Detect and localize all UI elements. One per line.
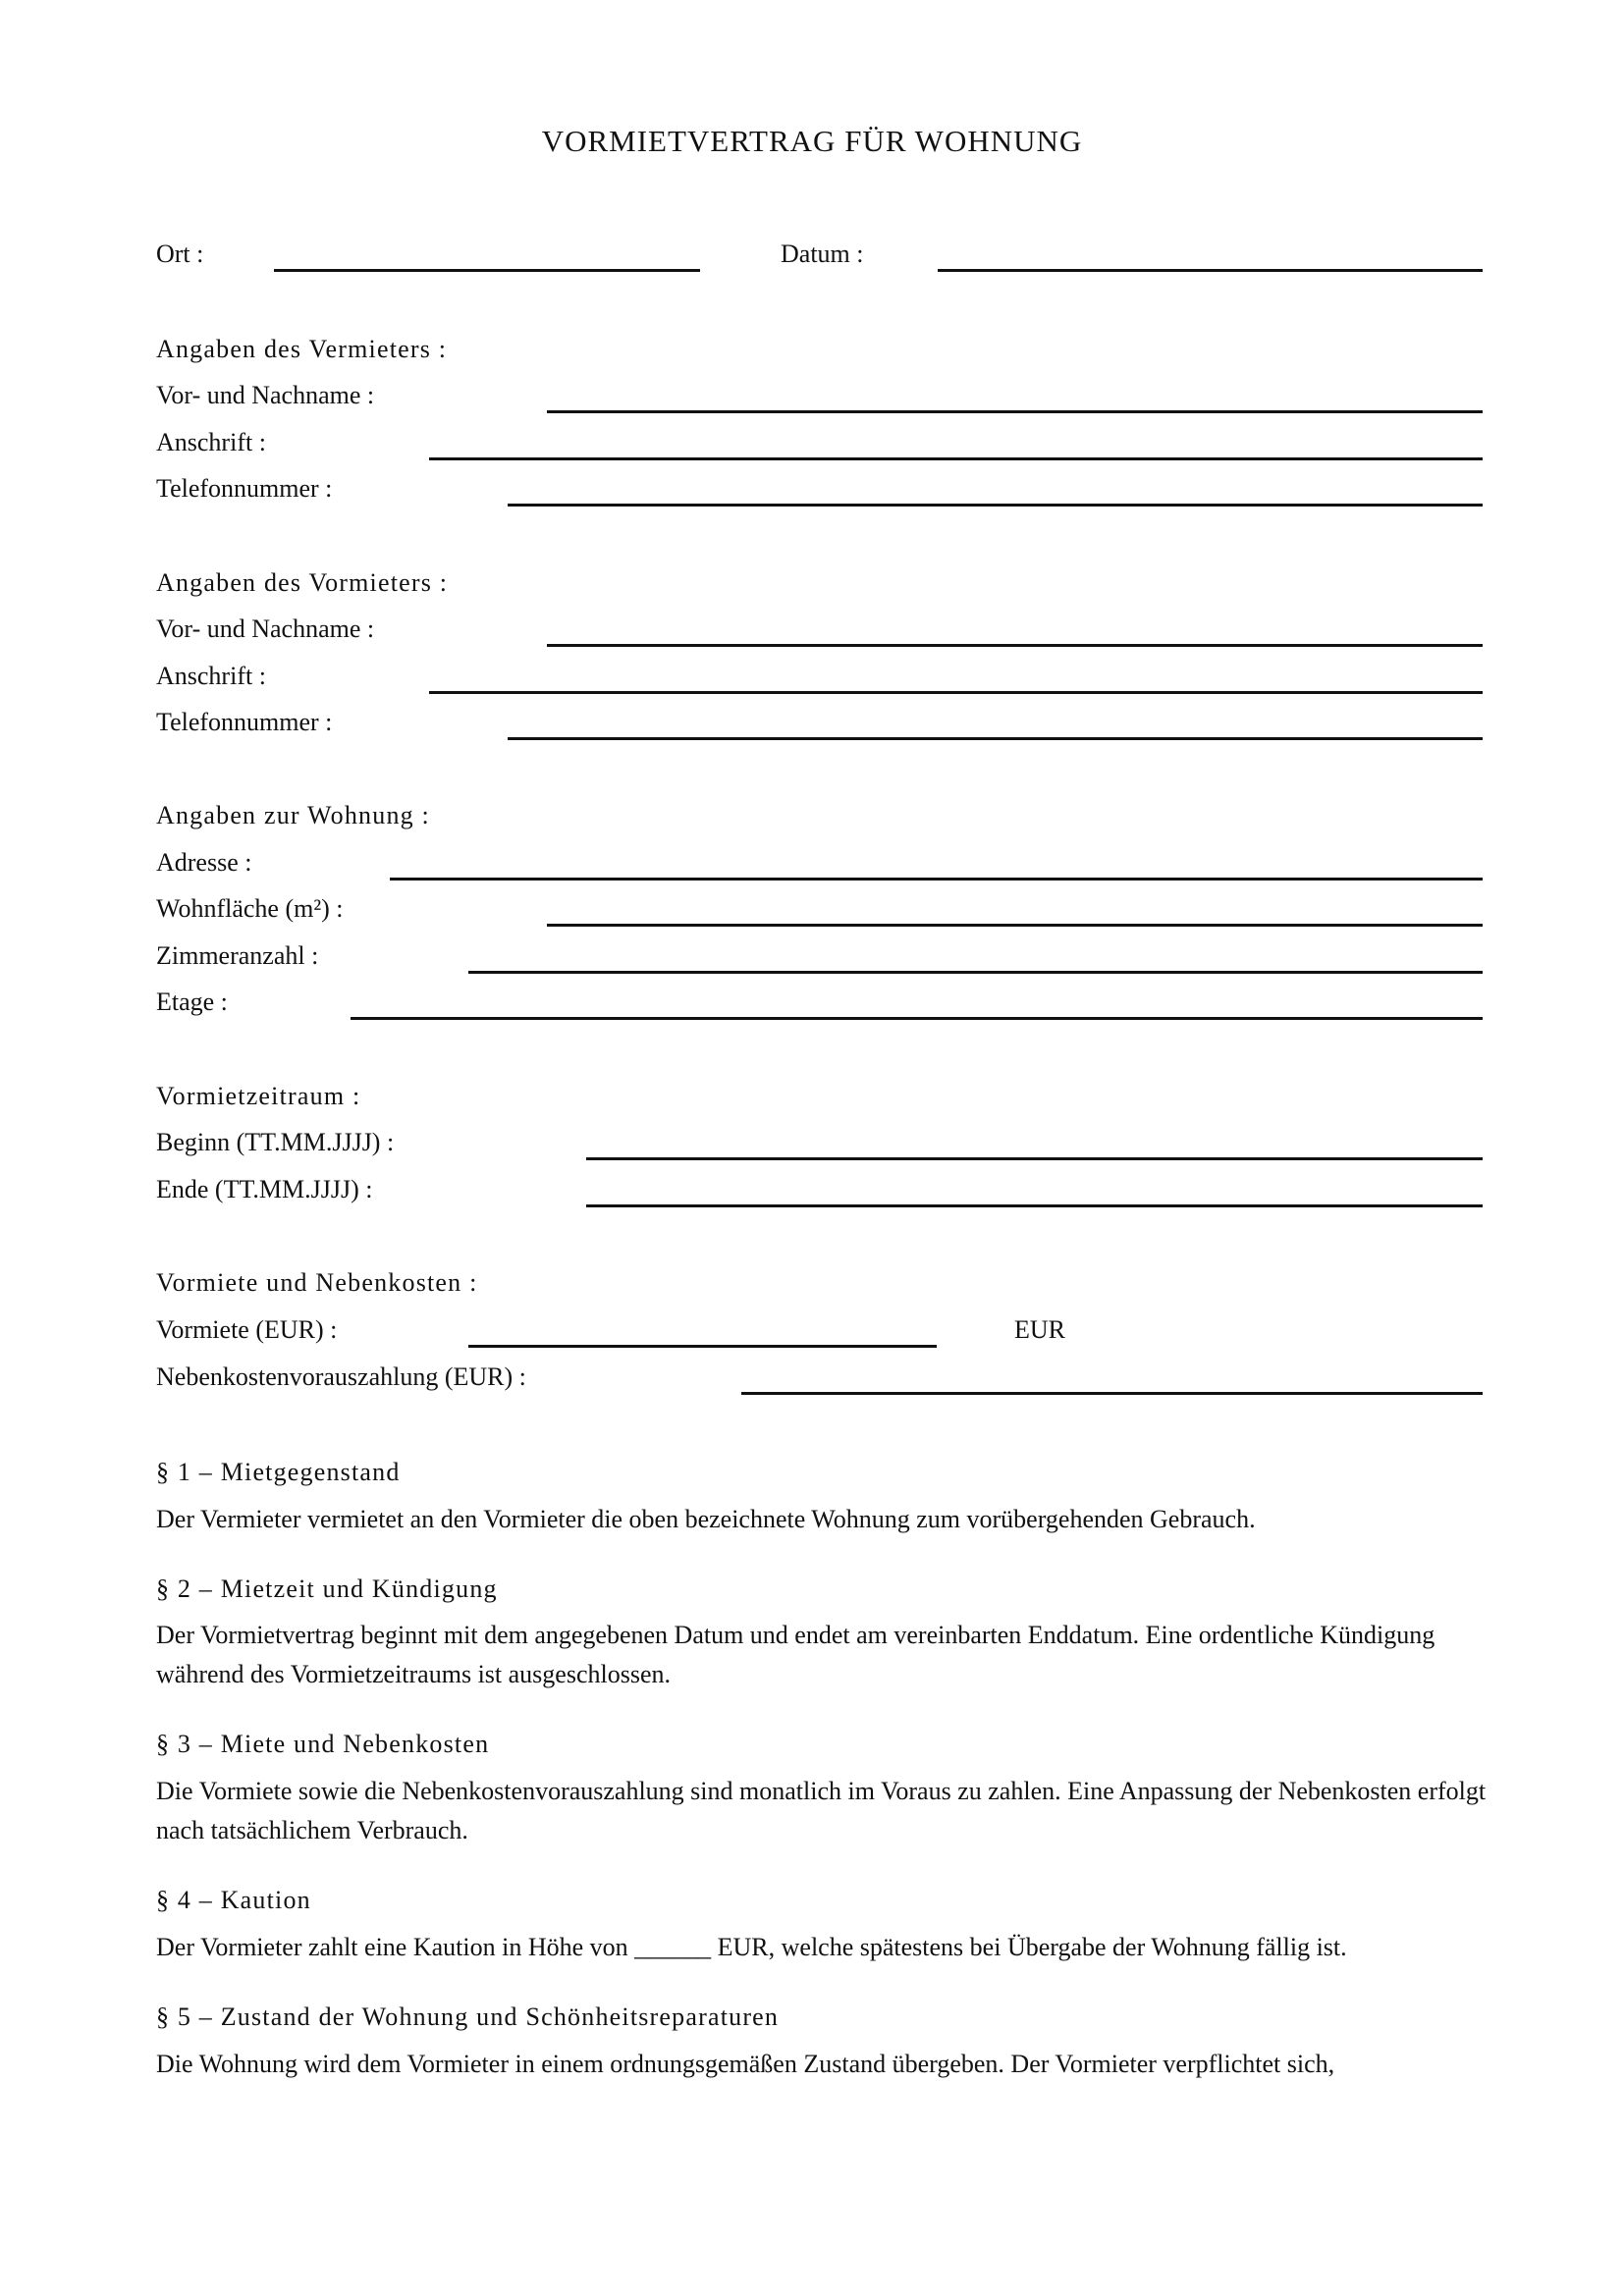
vormieter-telefon-label: Telefonnummer : [156,708,333,736]
vormieter-heading: Angaben des Vormieters : [156,568,449,597]
vermieter-telefon-label: Telefonnummer : [156,474,333,503]
vormiete-unit: EUR [1014,1315,1065,1344]
paragraph-5-text: Die Wohnung wird dem Vormieter in einem ordnungsgemäßen Zustand übergeben. Der Vormieter verpflichtet sich, [156,2050,1335,2078]
vormieter-name-line[interactable] [547,644,1483,647]
zeitraum-heading: Vormietzeitraum : [156,1082,361,1110]
vormiete-line[interactable] [468,1345,937,1348]
wohnung-flaeche-label: Wohnfläche (m²) : [156,894,344,923]
paragraph-3-text: Die Vormiete sowie die Nebenkostenvorauszahlung sind monatlich im Voraus zu zahlen. Eine Anpassung der Nebenkosten erfolgt nach tatsächlichem Verbrauch. [156,1777,1487,1844]
paragraph-1-text: Der Vermieter vermietet an den Vormieter die oben bezeichnete Wohnung zum vorübergehenden Gebrauch. [156,1505,1256,1533]
zeitraum-ende-label: Ende (TT.MM.JJJJ) : [156,1175,373,1203]
zeitraum-beginn-line[interactable] [586,1157,1483,1160]
nebenkosten-label: Nebenkostenvorauszahlung (EUR) : [156,1362,526,1391]
vermieter-name-label: Vor- und Nachname : [156,381,375,409]
kosten-heading: Vormiete und Nebenkosten : [156,1268,478,1297]
vormiete-label: Vormiete (EUR) : [156,1315,338,1344]
wohnung-zimmer-line[interactable] [468,971,1483,974]
vermieter-anschrift-line[interactable] [429,457,1483,460]
wohnung-zimmer-label: Zimmeranzahl : [156,941,319,970]
paragraph-4-heading: § 4 – Kaution [156,1886,311,1914]
paragraph-1-heading: § 1 – Mietgegenstand [156,1458,401,1486]
zeitraum-beginn-label: Beginn (TT.MM.JJJJ) : [156,1128,395,1156]
vermieter-heading: Angaben des Vermieters : [156,335,448,363]
vormieter-anschrift-line[interactable] [429,691,1483,694]
paragraph-2-text: Der Vormietvertrag beginnt mit dem angegebenen Datum und endet am vereinbarten Enddatum. Eine ordentliche Kündigung während des Vormietzeitraums ist ausgeschlossen. [156,1621,1435,1688]
paragraph-5-heading: § 5 – Zustand der Wohnung und Schönheitsreparaturen [156,2002,780,2031]
paragraph-4-text: Der Vormieter zahlt eine Kaution in Höhe von ______ EUR, welche spätestens bei Übergabe der Wohnung fällig ist. [156,1933,1347,1961]
wohnung-etage-line[interactable] [351,1017,1483,1020]
paragraph-3-heading: § 3 – Miete und Nebenkosten [156,1730,490,1758]
vormieter-name-label: Vor- und Nachname : [156,614,375,643]
nebenkosten-line[interactable] [741,1392,1483,1395]
ort-label: Ort : [156,240,204,268]
vermieter-anschrift-label: Anschrift : [156,428,266,456]
vermieter-name-line[interactable] [547,410,1483,413]
wohnung-heading: Angaben zur Wohnung : [156,801,430,829]
ort-field-line[interactable] [274,269,700,272]
vormieter-anschrift-label: Anschrift : [156,662,266,690]
wohnung-etage-label: Etage : [156,988,228,1016]
wohnung-adresse-label: Adresse : [156,848,252,877]
wohnung-flaeche-line[interactable] [547,924,1483,927]
wohnung-adresse-line[interactable] [390,878,1483,881]
vormieter-telefon-line[interactable] [508,737,1483,740]
paragraph-2-heading: § 2 – Mietzeit und Kündigung [156,1575,498,1603]
datum-label: Datum : [781,240,864,268]
zeitraum-ende-line[interactable] [586,1204,1483,1207]
document-title: VORMIETVERTRAG FÜR WOHNUNG [541,124,1083,158]
vermieter-telefon-line[interactable] [508,504,1483,507]
datum-field-line[interactable] [938,269,1483,272]
